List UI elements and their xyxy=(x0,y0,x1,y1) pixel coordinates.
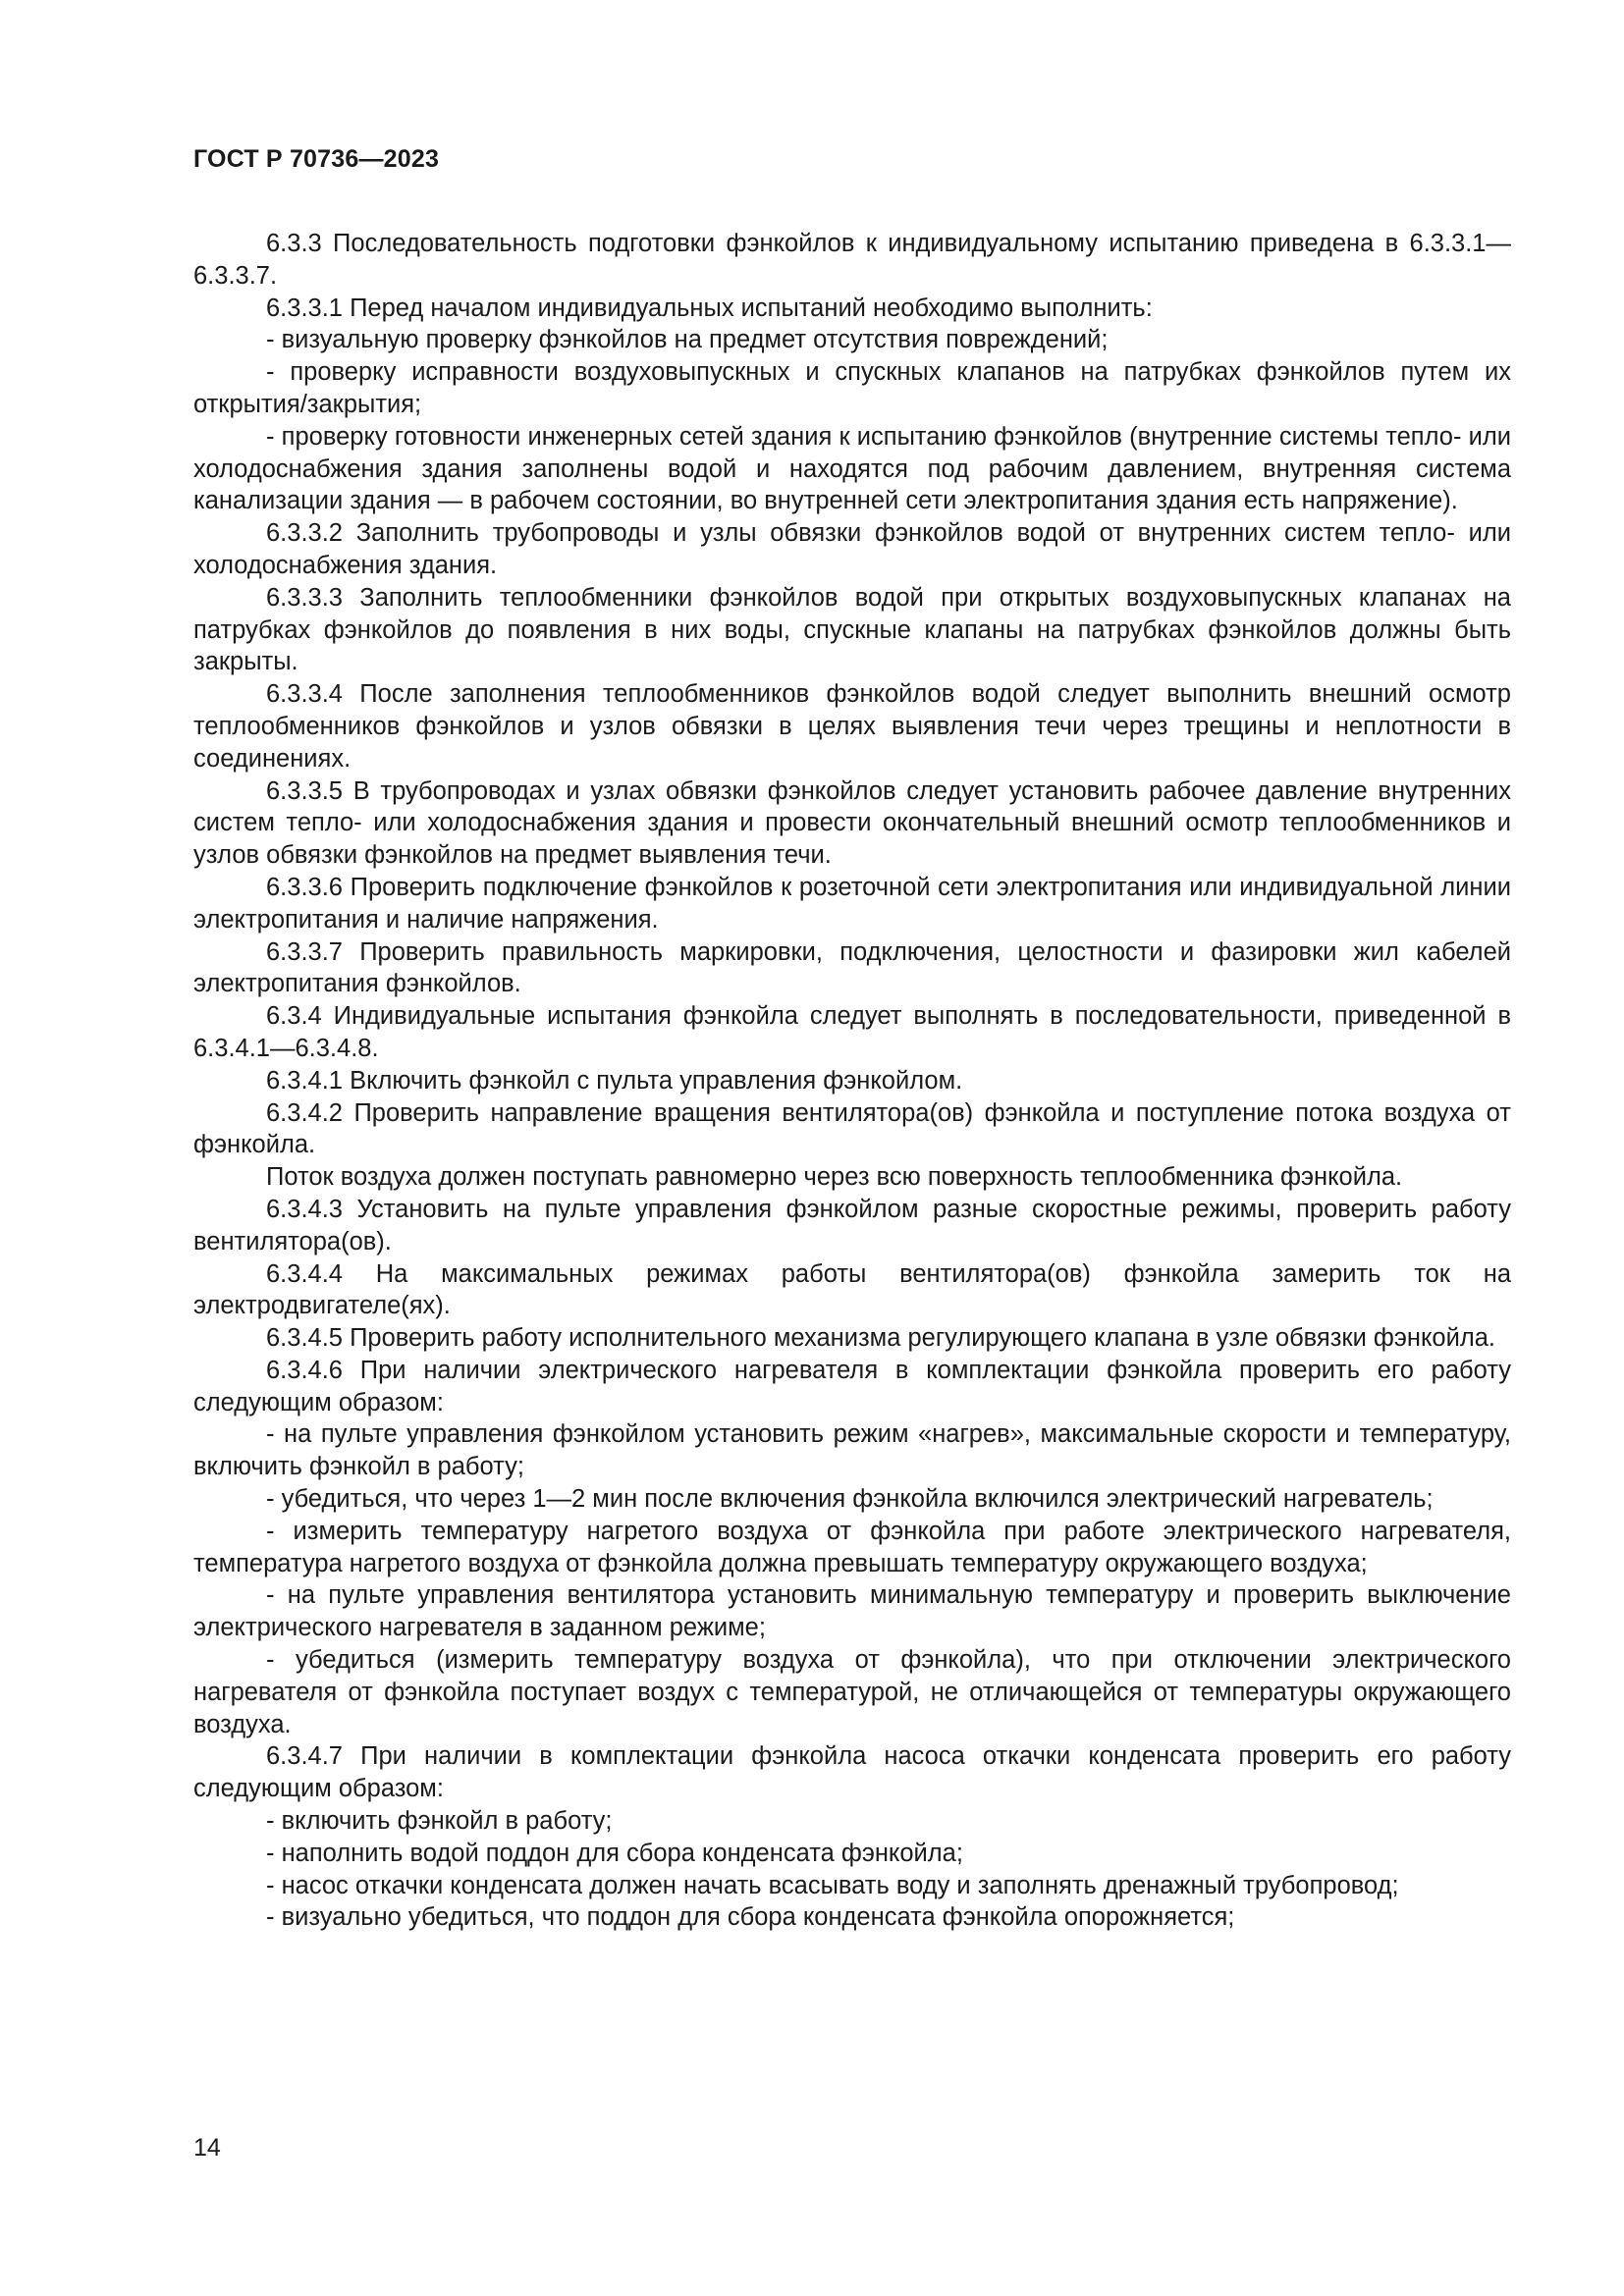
paragraph: 6.3.4.7 При наличии в комплектации фэнкойла насоса откачки конденсата проверить его работу следующим образом: xyxy=(193,1742,1511,1803)
document-header: ГОСТ Р 70736—2023 xyxy=(193,145,440,173)
list-item: - убедиться (измерить температуру воздуха от фэнкойла), что при отключении электрического нагревателя от фэнкойла поступает воздух с температурой, не отличающейся от температуры окружающего воздуха. xyxy=(193,1646,1511,1738)
list-item: - на пульте управления фэнкойлом установить режим «нагрев», максимальные скорости и температуру, включить фэнкойл в работу; xyxy=(193,1420,1511,1481)
paragraph: 6.3.4.1 Включить фэнкойл с пульта управления фэнкойлом. xyxy=(266,1066,963,1095)
list-item: - визуально убедиться, что поддон для сбора конденсата фэнкойла опорожняется; xyxy=(266,1903,1235,1932)
paragraph: 6.3.4 Индивидуальные испытания фэнкойла следует выполнять в последовательности, приведенной в 6.3.4.1—6.3.4.8. xyxy=(193,1002,1511,1062)
paragraph: 6.3.3.4 После заполнения теплообменников фэнкойлов водой следует выполнить внешний осмотр теплообменников фэнкойлов и узлов обвязки в целях выявления течи через трещины и неплотности в соединениях. xyxy=(193,680,1511,773)
list-item: - насос откачки конденсата должен начать всасывать воду и заполнять дренажный трубопровод; xyxy=(266,1871,1399,1899)
paragraph: 6.3.4.2 Проверить направление вращения вентилятора(ов) фэнкойла и поступление потока воздуха от фэнкойла. xyxy=(193,1098,1511,1159)
paragraph: 6.3.3.3 Заполнить теплообменники фэнкойлов водой при открытых воздуховыпускных клапанах на патрубках фэнкойлов до появления в них воды, спускные клапаны на патрубках фэнкойлов должны быть закрыты. xyxy=(193,583,1511,676)
paragraph: 6.3.3.7 Проверить правильность маркировки, подключения, целостности и фазировки жил кабелей электропитания фэнкойлов. xyxy=(193,937,1511,998)
paragraph: 6.3.4.6 При наличии электрического нагревателя в комплектации фэнкойла проверить его работу следующим образом: xyxy=(193,1356,1511,1416)
list-item: - убедиться, что через 1—2 мин после включения фэнкойла включился электрический нагреватель; xyxy=(266,1485,1434,1514)
paragraph: 6.3.3.5 В трубопроводах и узлах обвязки фэнкойлов следует установить рабочее давление внутренних систем тепло- или холодоснабжения здания и провести окончательный внешний осмотр теплообменников и узлов обвязки фэнкойлов на предмет выявления течи. xyxy=(193,776,1511,870)
list-item: - проверку исправности воздуховыпускных и спускных клапанов на патрубках фэнкойлов путем их открытия/закрытия; xyxy=(193,358,1511,418)
list-item: - на пульте управления вентилятора установить минимальную температуру и проверить выключение электрического нагревателя в заданном режиме; xyxy=(193,1581,1511,1642)
paragraph: 6.3.4.5 Проверить работу исполнительного механизма регулирующего клапана в узле обвязки фэнкойла. xyxy=(266,1324,1496,1353)
list-item: - включить фэнкойл в работу; xyxy=(266,1807,613,1836)
list-item: - визуальную проверку фэнкойлов на предмет отсутствия повреждений; xyxy=(266,326,1109,354)
list-item: - измерить температуру нагретого воздуха от фэнкойла при работе электрического нагревателя, температура нагретого воздуха от фэнкойла должна превышать температуру окружающего воздуха; xyxy=(193,1517,1511,1577)
paragraph: 6.3.3 Последовательность подготовки фэнкойлов к индивидуальному испытанию приведена в 6.3.3.1—6.3.3.7. xyxy=(193,230,1511,290)
paragraph: 6.3.4.4 На максимальных режимах работы вентилятора(ов) фэнкойла замерить ток на электродвигателе(ях). xyxy=(193,1259,1511,1320)
paragraph: 6.3.3.1 Перед началом индивидуальных испытаний необходимо выполнить: xyxy=(266,294,1153,322)
paragraph: Поток воздуха должен поступать равномерно через всю поверхность теплообменника фэнкойла. xyxy=(266,1163,1403,1192)
paragraph: 6.3.3.6 Проверить подключение фэнкойлов к розеточной сети электропитания или индивидуальной линии электропитания и наличие напряжения. xyxy=(193,873,1511,934)
paragraph: 6.3.3.2 Заполнить трубопроводы и узлы обвязки фэнкойлов водой от внутренних систем тепло- или холодоснабжения здания. xyxy=(193,519,1511,579)
page-number: 14 xyxy=(193,2134,221,2162)
paragraph: 6.3.4.3 Установить на пульте управления фэнкойлом разные скоростные режимы, проверить работу вентилятора(ов). xyxy=(193,1195,1511,1255)
document-body xyxy=(193,228,1511,1934)
list-item: - проверку готовности инженерных сетей здания к испытанию фэнкойлов (внутренние системы тепло- или холодоснабжения здания заполнены водой и находятся под рабочим давлением, внутренняя система канализации здания — в рабочем состоянии, во внутренней сети электропитания здания есть напряжение). xyxy=(193,422,1511,515)
list-item: - наполнить водой поддон для сбора конденсата фэнкойла; xyxy=(266,1839,963,1867)
